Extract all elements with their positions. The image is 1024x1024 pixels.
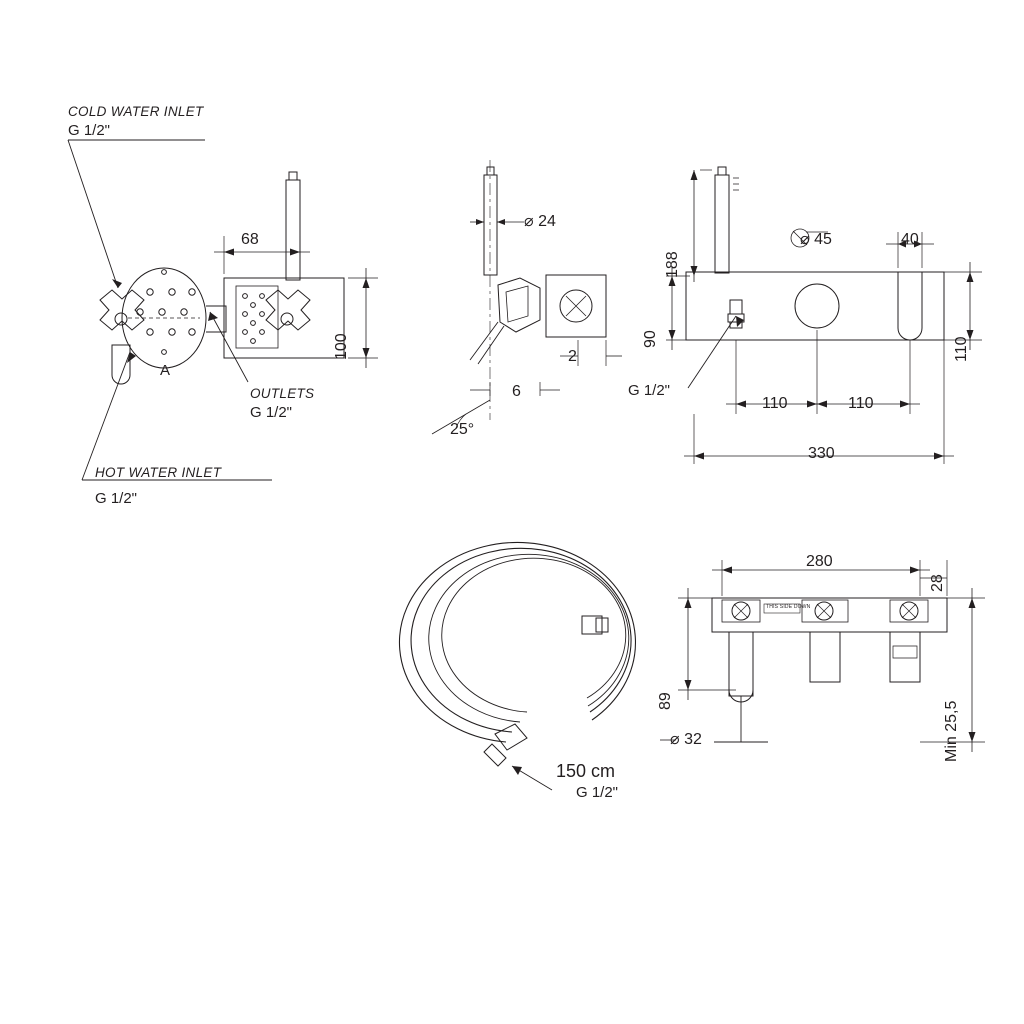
- dimension-6: 6: [512, 383, 521, 400]
- hose-thread-label: G 1/2": [576, 784, 619, 801]
- view-front-rough-in: [68, 140, 378, 480]
- dimension-diameter-32: ⌀ 32: [670, 731, 702, 748]
- dimension-280: 280: [806, 553, 833, 570]
- dimension-68: 68: [241, 231, 259, 248]
- dimension-110-b: 110: [848, 395, 874, 412]
- dimension-2: 2: [568, 348, 577, 365]
- outlets-size: G 1/2": [250, 404, 293, 421]
- assembly-outlet-thread-label: G 1/2": [628, 382, 671, 399]
- cold-water-inlet-size: G 1/2": [68, 122, 111, 139]
- view-front-assembly: [666, 167, 982, 464]
- dimension-angle-25: 25°: [450, 421, 475, 438]
- dimension-188: 188: [664, 251, 681, 278]
- dimension-min-25-5: Min 25,5: [943, 700, 960, 762]
- view-hose-coil: [399, 542, 635, 790]
- dimension-diameter-45: ⌀ 45: [800, 231, 832, 248]
- dimension-330: 330: [808, 445, 835, 462]
- dimension-100: 100: [333, 333, 350, 360]
- hose-length-label: 150 cm: [556, 761, 616, 781]
- dimension-89: 89: [657, 692, 674, 710]
- outlets-label: OUTLETS: [250, 386, 315, 401]
- hot-water-inlet-label: HOT WATER INLET: [95, 465, 222, 480]
- view-side-handset: [432, 160, 622, 434]
- cold-water-inlet-label: COLD WATER INLET: [68, 104, 204, 119]
- dimension-90: 90: [642, 330, 659, 348]
- dimension-28: 28: [929, 574, 946, 592]
- dimension-40: 40: [901, 231, 919, 248]
- part-mark-a: A: [160, 362, 171, 379]
- plate-orientation-text: THIS SIDE DOWN: [766, 604, 811, 610]
- dimension-diameter-24: ⌀ 24: [524, 213, 556, 230]
- dimension-110-right: 110: [953, 336, 970, 362]
- hot-water-inlet-size: G 1/2": [95, 490, 138, 507]
- dimension-110-a: 110: [762, 395, 788, 412]
